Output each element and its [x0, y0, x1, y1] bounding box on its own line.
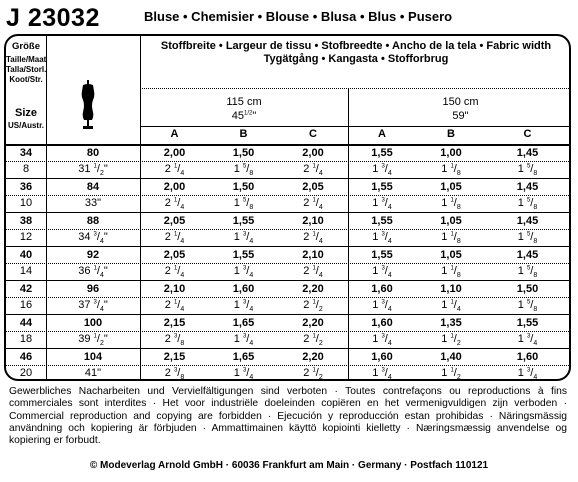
meters-cell: 1,10 [440, 283, 462, 295]
meters-cell: 1,45 [516, 147, 539, 159]
us-size-cell: 12 [19, 231, 33, 243]
meters-cell: 1,60 [516, 351, 539, 363]
yards-cell: 1 $^3/_4$ [233, 367, 254, 381]
meters-cell: 2,10 [302, 249, 324, 261]
yards-cell: 1 $^3/_4$ [372, 299, 392, 314]
yards-cell: 1 $^1/_8$ [441, 163, 461, 178]
bust-inch-cell: 41" [84, 367, 102, 379]
meters-cell: 1,05 [440, 249, 462, 261]
width-150-cm: 150 cm [442, 96, 479, 108]
bust-cm-cell: 104 [83, 351, 103, 363]
yards-cell: 1 $^3/_4$ [517, 333, 538, 348]
meters-cell: 1,05 [440, 215, 462, 227]
size-cell: 46 [19, 351, 33, 363]
yards-cell: 1 $^5/_8$ [517, 265, 538, 280]
meters-cell: 1,55 [371, 215, 393, 227]
us-size-cell: 16 [19, 299, 33, 311]
dress-form-icon [78, 80, 98, 130]
header-divider [140, 88, 569, 89]
bust-cm-cell: 84 [86, 181, 100, 193]
column-letter: C [523, 128, 532, 140]
column-letter: A [378, 128, 386, 140]
fabric-width-heading: Stoffbreite • Largeur de tissu • Stofbreedte • Ancho de la tela • Fabric width [160, 40, 552, 52]
yards-cell: 2 $^1/_4$ [303, 265, 323, 280]
yards-cell: 1 $^3/_4$ [517, 367, 538, 381]
publisher-line: © Modeverlag Arnold GmbH · 60036 Frankfurt am Main · Germany · Postfach 110121 [89, 460, 489, 471]
bust-cm-cell: 92 [86, 249, 100, 261]
yards-cell: 1 $^5/_8$ [233, 197, 254, 212]
column-letter: B [239, 128, 248, 140]
yards-cell: 2 $^1/_4$ [303, 231, 323, 246]
meters-cell: 1,65 [232, 351, 255, 363]
yards-cell: 1 $^1/_2$ [441, 333, 461, 348]
table-row [6, 144, 569, 178]
size-cell: 42 [19, 283, 33, 295]
yards-cell: 1 $^5/_8$ [517, 197, 538, 212]
bust-cm-cell: 88 [86, 215, 100, 227]
bust-inch-cell: 34 $^3/_4$" [78, 231, 108, 246]
bust-inch-cell: 36 $^1/_4$" [78, 265, 108, 280]
yards-cell: 2 $^1/_4$ [164, 299, 185, 314]
size-cell: 36 [19, 181, 33, 193]
width-150-inch: 59" [452, 110, 469, 122]
yards-cell: 1 $^1/_8$ [441, 265, 461, 280]
yards-cell: 1 $^1/_2$ [441, 367, 461, 381]
yards-cell: 1 $^3/_4$ [233, 333, 254, 348]
meters-cell: 1,55 [371, 249, 393, 261]
meters-cell: 2,20 [302, 283, 324, 295]
meters-cell: 1,50 [232, 147, 255, 159]
meters-cell: 2,10 [163, 283, 186, 295]
yards-cell: 2 $^1/_2$ [303, 333, 323, 348]
yards-cell: 2 $^1/_2$ [303, 367, 323, 381]
yards-cell: 2 $^1/_4$ [164, 163, 185, 178]
size-heading-line: Talla/Storl. [6, 65, 47, 74]
meters-cell: 1,45 [516, 215, 539, 227]
yardage-table [4, 34, 571, 381]
size-cell: 38 [19, 215, 33, 227]
table-row [6, 314, 569, 348]
bust-cm-cell: 100 [83, 317, 103, 329]
meters-cell: 2,00 [163, 147, 186, 159]
meters-cell: 1,60 [371, 317, 393, 329]
us-size-cell: 10 [19, 197, 33, 209]
meters-cell: 1,05 [440, 181, 462, 193]
column-letter: B [447, 128, 455, 140]
meters-cell: 2,05 [302, 181, 324, 193]
meters-cell: 1,45 [516, 249, 539, 261]
yards-cell: 2 $^1/_4$ [164, 265, 185, 280]
us-size-sub: US/Austr. [7, 121, 44, 130]
us-size-cell: 18 [19, 333, 33, 345]
yards-cell: 1 $^5/_8$ [517, 299, 538, 314]
yards-cell: 2 $^1/_4$ [303, 197, 323, 212]
yards-cell: 1 $^3/_4$ [233, 265, 254, 280]
meters-cell: 2,15 [163, 317, 186, 329]
meters-cell: 1,50 [516, 283, 539, 295]
meters-cell: 1,40 [440, 351, 462, 363]
yards-cell: 2 $^1/_2$ [303, 299, 323, 314]
meters-cell: 1,60 [371, 351, 393, 363]
meters-cell: 1,55 [516, 317, 539, 329]
meters-cell: 1,60 [232, 283, 255, 295]
us-size-cell: 8 [22, 163, 30, 175]
bust-cm-cell: 96 [86, 283, 100, 295]
yards-cell: 1 $^1/_4$ [441, 299, 461, 314]
size-cell: 44 [19, 317, 33, 329]
meters-cell: 1,45 [516, 181, 539, 193]
meters-cell: 1,00 [440, 147, 462, 159]
size-heading-line: Taille/Maat [6, 55, 47, 64]
meters-cell: 1,55 [232, 215, 255, 227]
meters-cell: 1,60 [371, 283, 393, 295]
garment-names: Bluse • Chemisier • Blouse • Blusa • Blus • Pusero [144, 9, 453, 24]
size-heading: Größe [12, 41, 40, 52]
fabric-width-heading-2: Tygätgång • Kangasta • Stofforbrug [263, 53, 449, 65]
meters-cell: 1,65 [232, 317, 255, 329]
us-size-cell: 20 [19, 367, 33, 379]
width-115-cm: 115 cm [226, 96, 262, 108]
meters-cell: 2,20 [302, 317, 324, 329]
yards-cell: 1 $^3/_4$ [372, 231, 392, 246]
yards-cell: 1 $^3/_4$ [233, 299, 254, 314]
yards-cell: 2 $^3/_8$ [164, 333, 185, 348]
table-row [6, 178, 569, 212]
column-letter: A [170, 128, 179, 140]
meters-cell: 1,55 [371, 181, 393, 193]
table-row [6, 246, 569, 280]
bust-inch-cell: 37 $^3/_4$" [78, 299, 108, 314]
table-row [6, 280, 569, 314]
yards-cell: 1 $^3/_4$ [372, 333, 392, 348]
column-letter: C [309, 128, 317, 140]
copyright-notice: Gewerbliches Nacharbeiten und Vervielfältigungen sind verboten · Toutes contrefaçons ou reproductions à fins commerciales sont interdites · Het voor industriële doeleinden copiëren en het vermenigvuldigen zijn verboden · Commercial reproduction and copying are forbidden · Ejecución y reproducción estan prohibidas · Näringsmässig användning och kopiering är förbjuden · Ammattimainen käyttö kopiointi kielletty · Næringsmæssig anvendelse og kopiering er forbudt. [9, 386, 567, 447]
size-heading-line: Koot/Str. [9, 75, 43, 84]
yards-cell: 1 $^5/_8$ [517, 231, 538, 246]
meters-cell: 2,05 [163, 249, 186, 261]
meters-cell: 2,05 [163, 215, 186, 227]
meters-cell: 2,00 [302, 147, 324, 159]
width-115-inch: $45^{1/2}$" [231, 110, 257, 122]
yards-cell: 1 $^1/_8$ [441, 231, 461, 246]
meters-cell: 2,00 [163, 181, 186, 193]
yards-cell: 1 $^3/_4$ [372, 265, 392, 280]
yards-cell: 1 $^3/_4$ [233, 231, 254, 246]
bust-inch-cell: 31 $^1/_2$" [78, 163, 108, 178]
yards-cell: 1 $^3/_4$ [372, 367, 392, 381]
meters-cell: 2,10 [302, 215, 324, 227]
yards-cell: 1 $^5/_8$ [233, 163, 254, 178]
yards-cell: 1 $^1/_8$ [441, 197, 461, 212]
bust-inch-cell: 33" [84, 197, 102, 209]
yards-cell: 2 $^1/_4$ [164, 231, 185, 246]
meters-cell: 2,20 [302, 351, 324, 363]
pattern-number: J 23032 [6, 4, 100, 32]
header-divider [140, 126, 569, 127]
table-row [6, 212, 569, 246]
us-size-cell: 14 [19, 265, 33, 277]
table-row [6, 348, 569, 381]
bust-cm-cell: 80 [86, 147, 100, 159]
size-cell: 40 [19, 249, 33, 261]
us-size-heading: Size [14, 107, 37, 119]
meters-cell: 2,15 [163, 351, 186, 363]
yards-cell: 1 $^3/_4$ [372, 197, 392, 212]
meters-cell: 1,50 [232, 181, 255, 193]
size-cell: 34 [19, 147, 33, 159]
meters-cell: 1,35 [440, 317, 462, 329]
bust-inch-cell: 39 $^1/_2$" [78, 333, 108, 348]
yards-cell: 1 $^5/_8$ [517, 163, 538, 178]
yards-cell: 2 $^3/_8$ [164, 367, 185, 381]
yards-cell: 2 $^1/_4$ [303, 163, 323, 178]
yards-cell: 1 $^3/_4$ [372, 163, 392, 178]
yards-cell: 2 $^1/_4$ [164, 197, 185, 212]
meters-cell: 1,55 [371, 147, 393, 159]
meters-cell: 1,55 [232, 249, 255, 261]
